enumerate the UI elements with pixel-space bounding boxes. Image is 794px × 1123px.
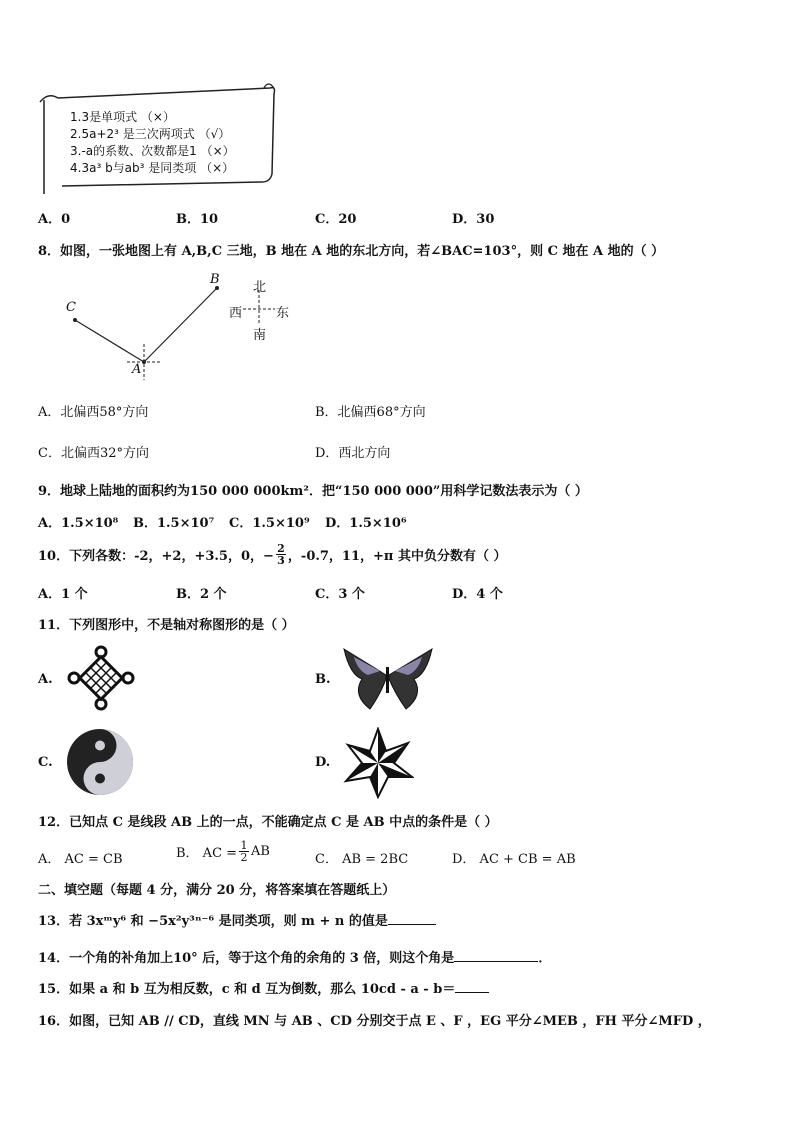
scroll-figure (38, 82, 278, 194)
q10-option-a: A．1 个 (38, 587, 88, 602)
q14-answer-blank[interactable] (454, 949, 538, 962)
q14-text: 14．一个角的补角加上10° 后，等于这个角的余角的 3 倍，则这个角是 (38, 951, 455, 966)
q11-option-d: D. (315, 755, 331, 770)
chinese-knot-icon (66, 645, 136, 713)
q15-text: 15．如果 a 和 b 互为相反数，c 和 d 互为倒数，那么 10cd - a - b＝ (38, 982, 456, 997)
q13 (38, 910, 436, 929)
q16-stem: 16．如图，已知 AB // CD，直线 MN 与 AB 、CD 分别交于点 E 、F ，EG 平分∠MEB ，FH 平分∠MFD ， (38, 1014, 711, 1029)
q10-option-d: D．4 个 (452, 587, 503, 602)
q7-option-c: C．20 (315, 212, 357, 227)
q10-stem-end: ，-0.7，11，+π 其中负分数有（ ） (287, 549, 507, 564)
q12-option-c: C． AB = 2BC (315, 852, 409, 867)
compass-west: 西 (229, 306, 243, 321)
q7-option-b: B．10 (176, 212, 219, 227)
q9-option-b: B．1.5×10⁷ (133, 516, 215, 531)
q12-option-d: D． AC + CB = AB (452, 852, 576, 867)
q14-end: ． (538, 951, 552, 966)
q8-option-a: A．北偏西58°方向 (38, 405, 149, 420)
q12-fraction (239, 840, 249, 863)
q10-frac-num: 2 (277, 542, 285, 555)
compass-south: 南 (253, 328, 267, 343)
compass-east: 东 (276, 306, 290, 321)
q8-figure (55, 270, 315, 385)
q9-option-d: D．1.5×10⁶ (325, 516, 407, 531)
scroll-line-3: 3.-a的系数、次数都是1 （×） (70, 144, 235, 158)
q10-frac-den: 3 (277, 554, 285, 567)
q11-option-a: A. (38, 672, 53, 687)
yin-yang-icon (65, 727, 135, 797)
q12-option-b-end: AB (251, 844, 270, 859)
section-heading: 二、填空题（每题 4 分，满分 20 分，将答案填在答题纸上） (38, 883, 396, 898)
q9-option-a: A．1.5×10⁸ (38, 516, 119, 531)
q11-option-c: C. (38, 755, 53, 770)
q7-option-d: D．30 (452, 212, 495, 227)
q10-fraction (276, 543, 286, 566)
q10-option-b: B．2 个 (176, 587, 227, 602)
star-pattern-icon (342, 727, 414, 799)
q8-option-b: B．北偏西68°方向 (315, 405, 426, 420)
compass-north: 北 (253, 280, 267, 295)
q12-stem: 12．已知点 C 是线段 AB 上的一点，不能确定点 C 是 AB 中点的条件是（ ） (38, 815, 498, 830)
scroll-line-2: 2.5a+2³ 是三次两项式 （√） (70, 127, 231, 141)
q8-option-d: D．西北方向 (315, 446, 391, 461)
scroll-line-4: 4.3a³ b与ab³ 是同类项 （×） (70, 161, 235, 175)
q9-stem: 9．地球上陆地的面积约为150 000 000km²．把“150 000 000”用科学记数法表示为（ ） (38, 484, 588, 499)
q12-frac-num: 1 (240, 839, 248, 852)
q13-text: 13．若 3xᵐy⁶ 和 −5x²y³ⁿ⁻⁶ 是同类项，则 m + n 的值是 (38, 914, 388, 929)
q11-stem: 11．下列图形中，不是轴对称图形的是（ ） (38, 618, 295, 633)
q10-option-c: C．3 个 (315, 587, 365, 602)
q12-option-a: A． AC = CB (38, 852, 123, 867)
q12-frac-den: 2 (240, 851, 248, 864)
q8-stem: 8．如图，一张地图上有 A,B,C 三地，B 地在 A 地的东北方向，若∠BAC=103°，则 C 地在 A 地的（ ） (38, 244, 665, 259)
q10-stem-start: 10．下列各数：-2，+2，+3.5，0，− (38, 549, 274, 564)
point-a-label: A (132, 362, 142, 377)
q13-answer-blank[interactable] (388, 912, 436, 925)
q15-answer-blank[interactable] (455, 980, 489, 993)
point-b-label: B (210, 272, 220, 287)
q7-option-a: A．0 (38, 212, 71, 227)
q10-stem (38, 543, 507, 566)
q12-option-b-start: B． AC = (176, 846, 238, 861)
q12-option-b (176, 840, 270, 863)
point-c-label: C (66, 300, 76, 315)
q9-option-c: C．1.5×10⁹ (229, 516, 310, 531)
q11-option-b: B. (315, 672, 331, 687)
scroll-line-1: 1.3是单项式 （×） (70, 110, 175, 124)
q8-option-c: C．北偏西32°方向 (38, 446, 149, 461)
q15 (38, 978, 489, 997)
q14 (38, 947, 551, 966)
butterfly-icon (340, 645, 435, 713)
